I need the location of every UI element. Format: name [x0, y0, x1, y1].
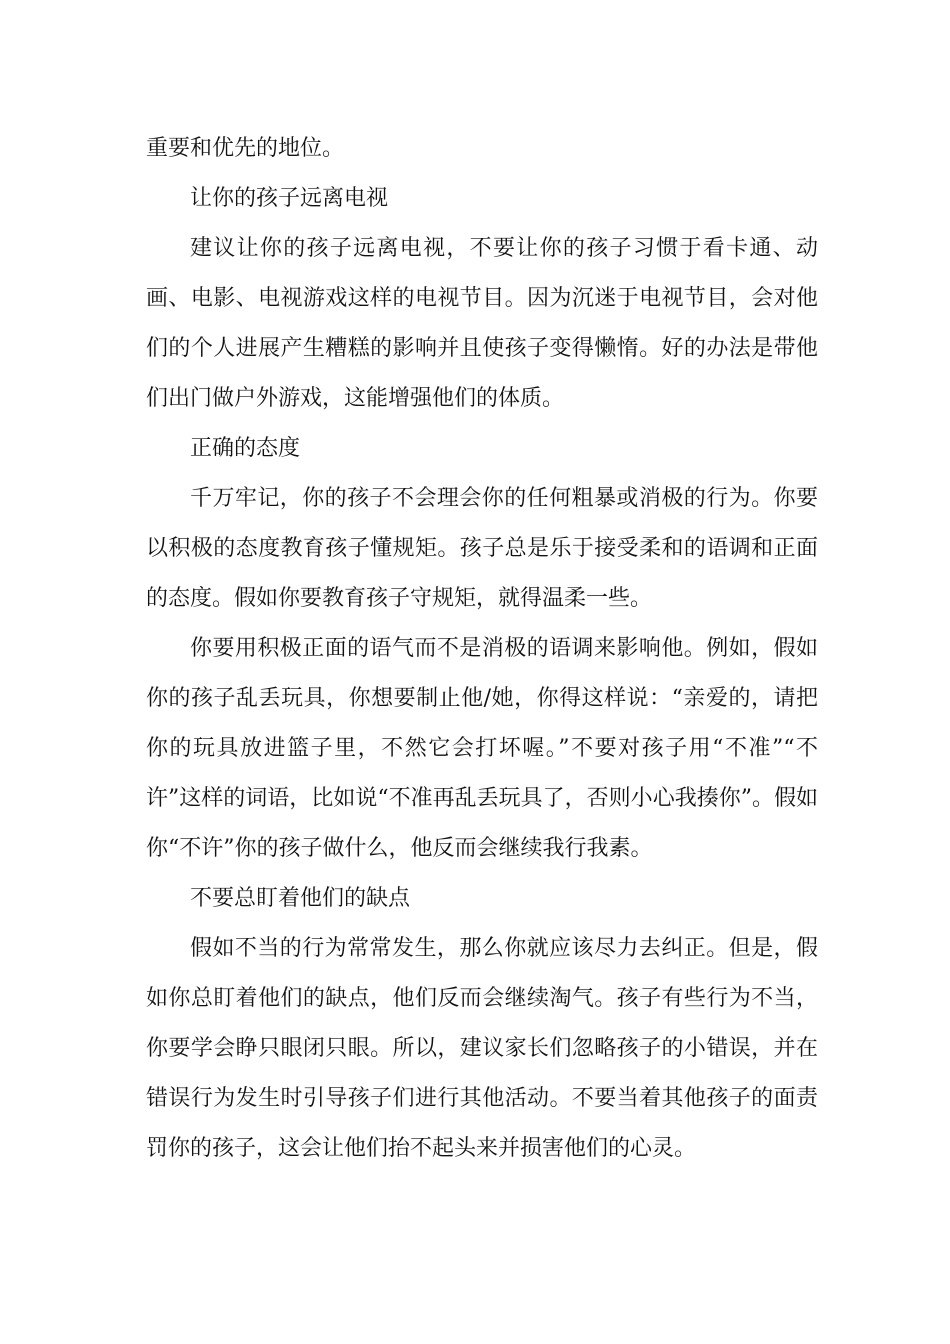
paragraph-tv: 建议让你的孩子远离电视，不要让你的孩子习惯于看卡通、动画、电影、电视游戏这样的电视节目。因为沉迷于电视节目，会对他们的个人进展产生糟糕的影响并且使孩子变得懒惰。好的办法是带他们出门做户外游戏，这能增强他们的体质。 [146, 236, 818, 411]
section-heading-attitude: 正确的态度 [190, 436, 301, 461]
document-body [146, 124, 818, 1174]
paragraph-faults: 假如不当的行为常常发生，那么你就应该尽力去纠正。但是，假如你总盯着他们的缺点，他们反而会继续淘气。孩子有些行为不当，你要学会睁只眼闭只眼。所以，建议家长们忽略孩子的小错误，并在错误行为发生时引导孩子们进行其他活动。不要当着其他孩子的面责罚你的孩子，这会让他们抬不起头来并损害他们的心灵。 [146, 936, 818, 1161]
section-heading-faults: 不要总盯着他们的缺点 [190, 886, 411, 911]
paragraph-attitude-2: 你要用积极正面的语气而不是消极的语调来影响他。例如，假如你的孩子乱丢玩具，你想要制止他/她，你得这样说：“亲爱的，请把你的玩具放进篮子里，不然它会打坏喔。”不要对孩子用“不准”“不许”这样的词语，比如说“不准再乱丢玩具了，否则小心我揍你”。假如你“不许”你的孩子做什么，他反而会继续我行我素。 [146, 636, 818, 861]
section-heading-tv: 让你的孩子远离电视 [190, 186, 389, 211]
paragraph-continuation: 重要和优先的地位。 [146, 136, 345, 161]
paragraph-attitude-1: 千万牢记，你的孩子不会理会你的任何粗暴或消极的行为。你要以积极的态度教育孩子懂规矩。孩子总是乐于接受柔和的语调和正面的态度。假如你要教育孩子守规矩，就得温柔一些。 [146, 486, 818, 611]
